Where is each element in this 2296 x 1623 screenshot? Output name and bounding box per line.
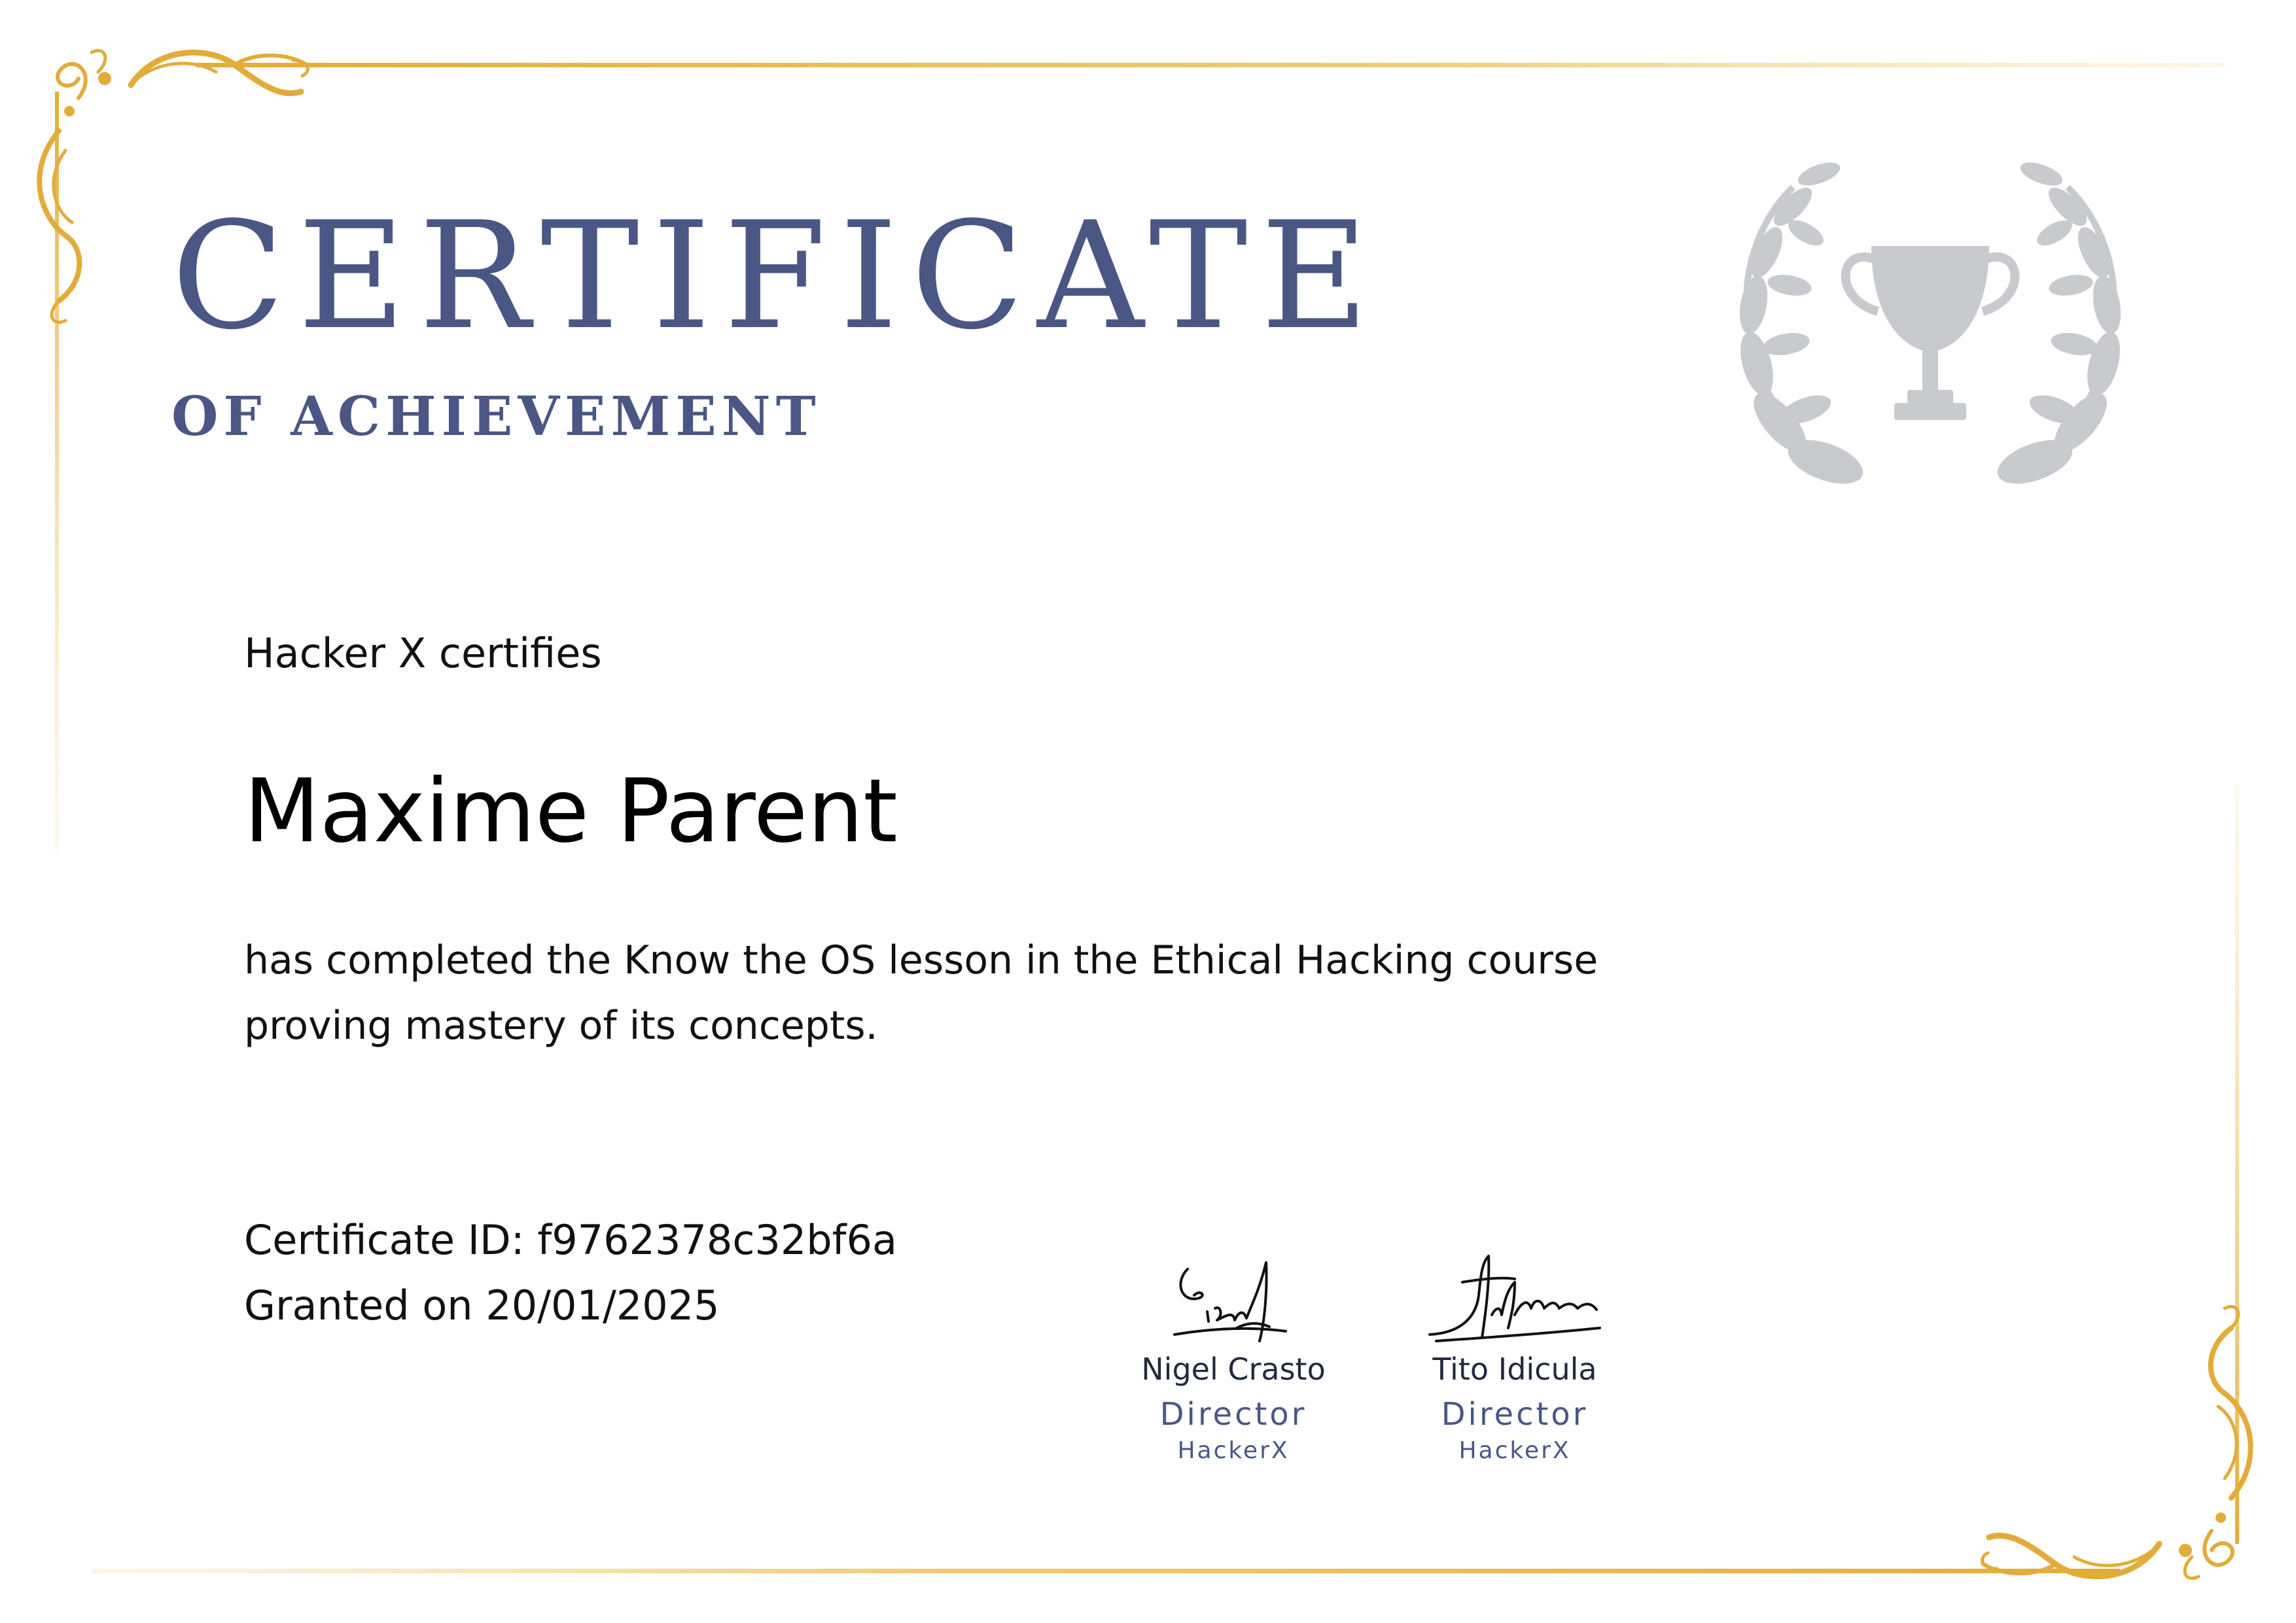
signer-role: Director bbox=[1441, 1396, 1589, 1433]
signer-organization: HackerX bbox=[1177, 1437, 1290, 1464]
granted-date: Granted on 20/01/2025 bbox=[244, 1282, 720, 1329]
certificate-title: CERTIFICATE bbox=[171, 190, 1382, 362]
description-line: has completed the Know the OS lesson in the Ethical Hacking course bbox=[244, 937, 1598, 983]
handwritten-signature bbox=[1161, 1249, 1305, 1354]
signer-organization: HackerX bbox=[1458, 1437, 1571, 1464]
signature-block bbox=[1089, 1249, 1377, 1463]
recipient-name: Maxime Parent bbox=[244, 760, 898, 862]
signer-name: Tito Idicula bbox=[1432, 1352, 1597, 1387]
signature-block bbox=[1371, 1243, 1659, 1463]
certificate-id: Certificate ID: f9762378c32bf6a bbox=[244, 1216, 897, 1264]
certificate-subtitle: OF ACHIEVEMENT bbox=[171, 385, 821, 448]
signer-role: Director bbox=[1159, 1396, 1307, 1433]
certifier-line: Hacker X certifies bbox=[244, 629, 602, 677]
flourish-bottom-right bbox=[1983, 1306, 2251, 1578]
achievement-description bbox=[244, 928, 1598, 1058]
handwritten-signature bbox=[1417, 1243, 1613, 1354]
trophy-laurel-icon bbox=[1727, 148, 2133, 501]
signer-name: Nigel Crasto bbox=[1141, 1352, 1326, 1387]
description-line: proving mastery of its concepts. bbox=[244, 1003, 878, 1049]
